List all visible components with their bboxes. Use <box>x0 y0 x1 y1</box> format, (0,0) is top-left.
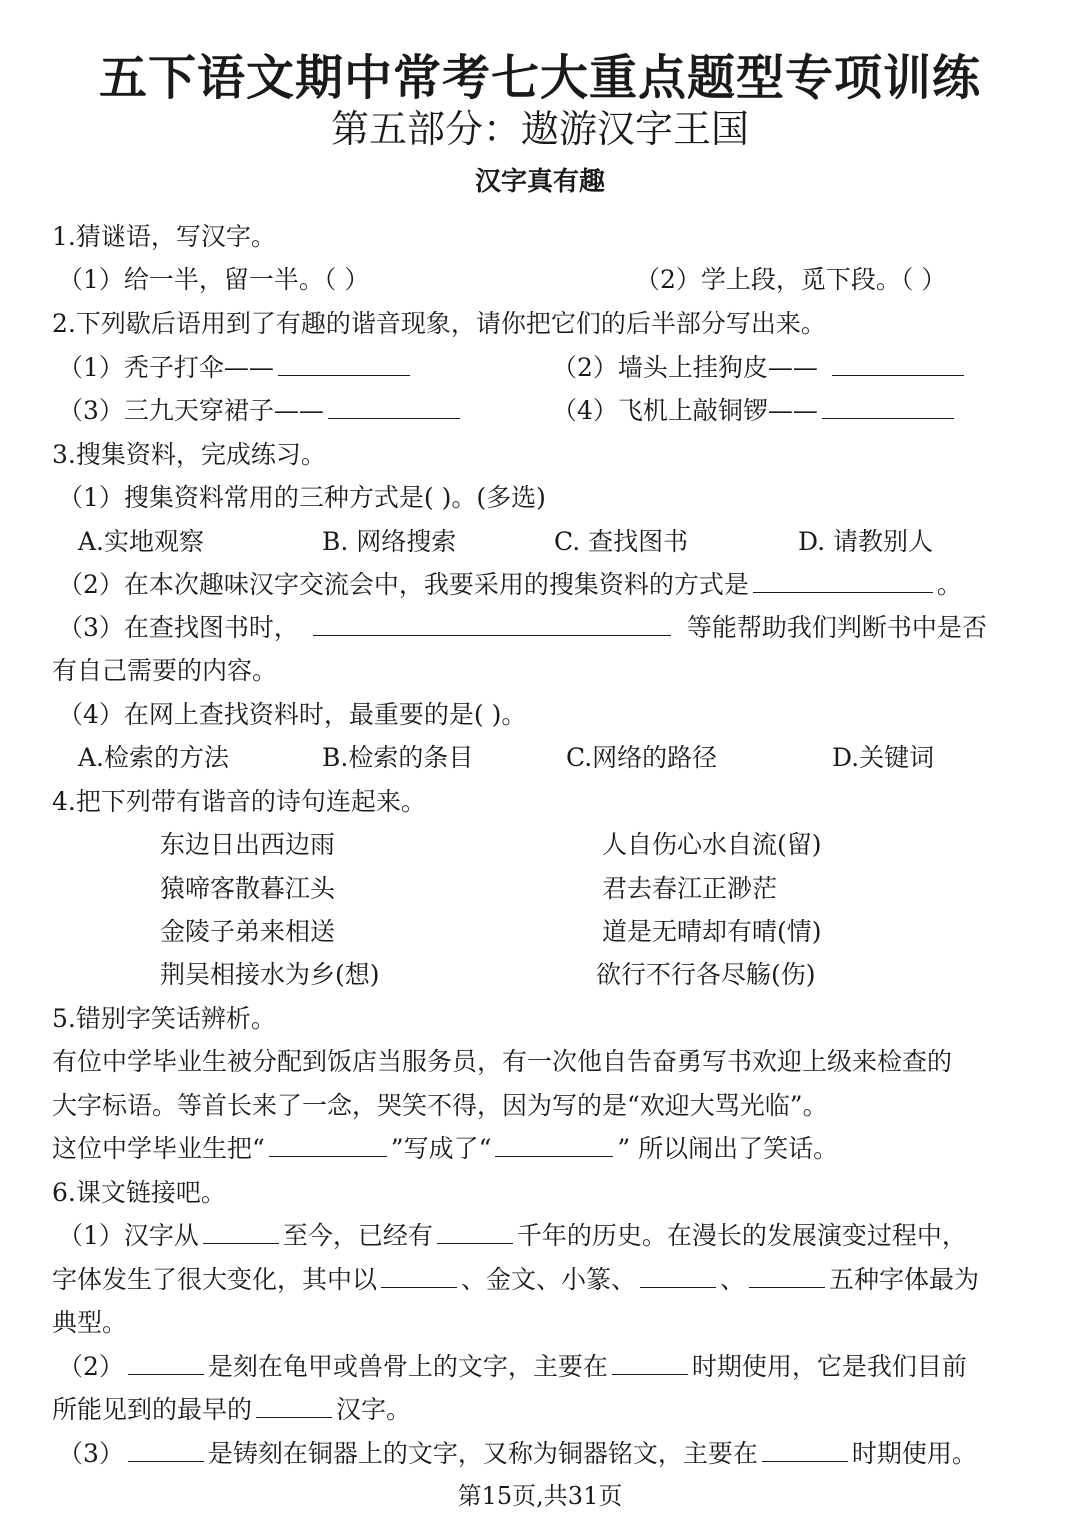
q6-s3-text-a: （3） <box>58 1439 124 1468</box>
q1-item-1: （1）给一半，留一半。（ ） <box>58 265 370 294</box>
q2-item-4 <box>552 394 958 428</box>
q2-item-2-text: （2）墙头上挂狗皮—— <box>552 353 818 382</box>
q2-item-4-text: （4）飞机上敲铜锣—— <box>552 396 818 425</box>
q3-title: 3.搜集资料，完成练习。 <box>52 440 326 469</box>
q2-item-3-text: （3）三九天穿裙子—— <box>58 396 324 425</box>
q6-sub2-line1 <box>58 1350 967 1384</box>
poem-right-2: 君去春江正渺茫 <box>602 874 778 903</box>
q6-s2-text-c: 时期使用，它是我们目前 <box>691 1352 967 1381</box>
q3-opt-b: B. 网络搜索 <box>322 527 457 556</box>
answer-blank[interactable] <box>269 1132 387 1157</box>
q6-s2-text-e: 汉字。 <box>336 1395 412 1424</box>
answer-blank[interactable] <box>762 1437 848 1462</box>
answer-blank[interactable] <box>612 1350 688 1375</box>
poem-left-1: 东边日出西边雨 <box>160 830 336 859</box>
answer-blank[interactable] <box>328 394 460 419</box>
poem-right-1: 人自伤心水自流(留) <box>602 830 822 859</box>
q3-opt4-c: C.网络的路径 <box>566 743 718 772</box>
q2-item-1-text: （1）秃子打伞—— <box>58 353 274 382</box>
answer-blank[interactable] <box>203 1219 279 1244</box>
q1-item-2: （2）学上段，觅下段。（ ） <box>635 265 947 294</box>
q5-line-3-mid: ”写成了“ <box>390 1134 492 1163</box>
q6-s1-text-e: 、金文、小篆、 <box>461 1265 637 1294</box>
q3-sub3-text: （3）在查找图书时， <box>58 613 299 642</box>
q5-line-3-text: 这位中学毕业生把“ <box>52 1134 265 1163</box>
q6-s1-text-d: 字体发生了很大变化，其中以 <box>52 1265 378 1294</box>
answer-blank[interactable] <box>256 1393 332 1418</box>
q1-title: 1.猜谜语，写汉字。 <box>52 222 276 251</box>
q5-line-2: 大字标语。等首长来了一念，哭笑不得，因为写的是“欢迎大骂光临”。 <box>52 1091 828 1120</box>
q3-sub2-end: 。 <box>936 570 962 599</box>
answer-blank[interactable] <box>128 1350 204 1375</box>
q3-opt-c: C. 查找图书 <box>554 527 689 556</box>
q6-sub2-line2 <box>52 1393 411 1427</box>
q3-opt4-a: A.检索的方法 <box>78 743 230 772</box>
q6-sub3-line1 <box>58 1437 977 1471</box>
q2-item-3 <box>58 394 464 428</box>
q3-opt4-d: D.关键词 <box>832 743 935 772</box>
q3-sub2 <box>58 568 962 602</box>
page-title: 五下语文期中常考七大重点题型专项训练 <box>98 50 981 106</box>
q6-s1-text-c: 千年的历史。在漫长的发展演变过程中， <box>516 1221 967 1250</box>
q6-s2-text-a: （2） <box>58 1352 124 1381</box>
q3-sub2-text: （2）在本次趣味汉字交流会中，我要采用的搜集资料的方式是 <box>58 570 749 599</box>
answer-blank[interactable] <box>128 1437 204 1462</box>
poem-right-4: 欲行不行各尽觞(伤) <box>596 960 816 989</box>
q6-sub1-line2 <box>52 1263 979 1297</box>
q3-sub3-continued: 有自己需要的内容。 <box>52 656 278 685</box>
q2-item-2 <box>552 351 968 385</box>
q6-sub1-line1 <box>58 1219 967 1253</box>
q5-line-3 <box>52 1132 838 1166</box>
q6-s2-text-d: 所能见到的最早的 <box>52 1395 253 1424</box>
answer-blank[interactable] <box>313 611 671 636</box>
answer-blank[interactable] <box>437 1219 513 1244</box>
q4-title: 4.把下列带有谐音的诗句连起来。 <box>52 787 426 816</box>
q6-s1-text-a: （1）汉字从 <box>58 1221 199 1250</box>
answer-blank[interactable] <box>822 394 954 419</box>
answer-blank[interactable] <box>753 568 933 593</box>
q3-sub3 <box>58 611 987 645</box>
part-subtitle: 第五部分：遨游汉字王国 <box>330 107 749 151</box>
q3-opt4-b: B.检索的条目 <box>322 743 474 772</box>
q6-title: 6.课文链接吧。 <box>52 1178 226 1207</box>
q3-sub3-tail: 等能帮助我们判断书中是否 <box>686 613 987 642</box>
q5-title: 5.错别字笑话辨析。 <box>52 1004 276 1033</box>
page-number: 第15页,共31页 <box>457 1482 623 1510</box>
answer-blank[interactable] <box>278 351 410 376</box>
q6-s1-text-f: 、 <box>720 1265 746 1294</box>
q3-sub4: （4）在网上查找资料时，最重要的是( )。 <box>58 700 527 729</box>
answer-blank[interactable] <box>381 1263 457 1288</box>
q2-item-1 <box>58 351 414 385</box>
section-heading: 汉字真有趣 <box>474 167 605 197</box>
q3-opt-a: A.实地观察 <box>78 527 205 556</box>
q6-s1-text-g: 五种字体最为 <box>829 1265 980 1294</box>
poem-right-3: 道是无晴却有晴(情) <box>602 917 822 946</box>
answer-blank[interactable] <box>749 1263 825 1288</box>
q2-title: 2.下列歇后语用到了有趣的谐音现象，请你把它们的后半部分写出来。 <box>52 309 826 338</box>
q5-line-3-end: ” 所以闹出了笑话。 <box>617 1134 839 1163</box>
q6-s3-text-b: 是铸刻在铜器上的文字，又称为铜器铭文，主要在 <box>207 1439 758 1468</box>
answer-blank[interactable] <box>832 351 964 376</box>
q6-sub1-line3: 典型。 <box>52 1308 128 1337</box>
q3-sub1: （1）搜集资料常用的三种方式是( )。(多选) <box>58 483 546 512</box>
poem-left-2: 猿啼客散暮江头 <box>160 874 336 903</box>
answer-blank[interactable] <box>495 1132 613 1157</box>
q3-opt-d: D. 请教别人 <box>798 527 934 556</box>
q6-s1-text-b: 至今，已经有 <box>282 1221 433 1250</box>
q6-s3-text-c: 时期使用。 <box>851 1439 977 1468</box>
poem-left-3: 金陵子弟来相送 <box>160 917 336 946</box>
q5-line-1: 有位中学毕业生被分配到饭店当服务员，有一次他自告奋勇写书欢迎上级来检查的 <box>52 1047 953 1076</box>
q6-s2-text-b: 是刻在龟甲或兽骨上的文字，主要在 <box>207 1352 608 1381</box>
answer-blank[interactable] <box>640 1263 716 1288</box>
poem-left-4: 荆吴相接水为乡(想) <box>160 960 380 989</box>
